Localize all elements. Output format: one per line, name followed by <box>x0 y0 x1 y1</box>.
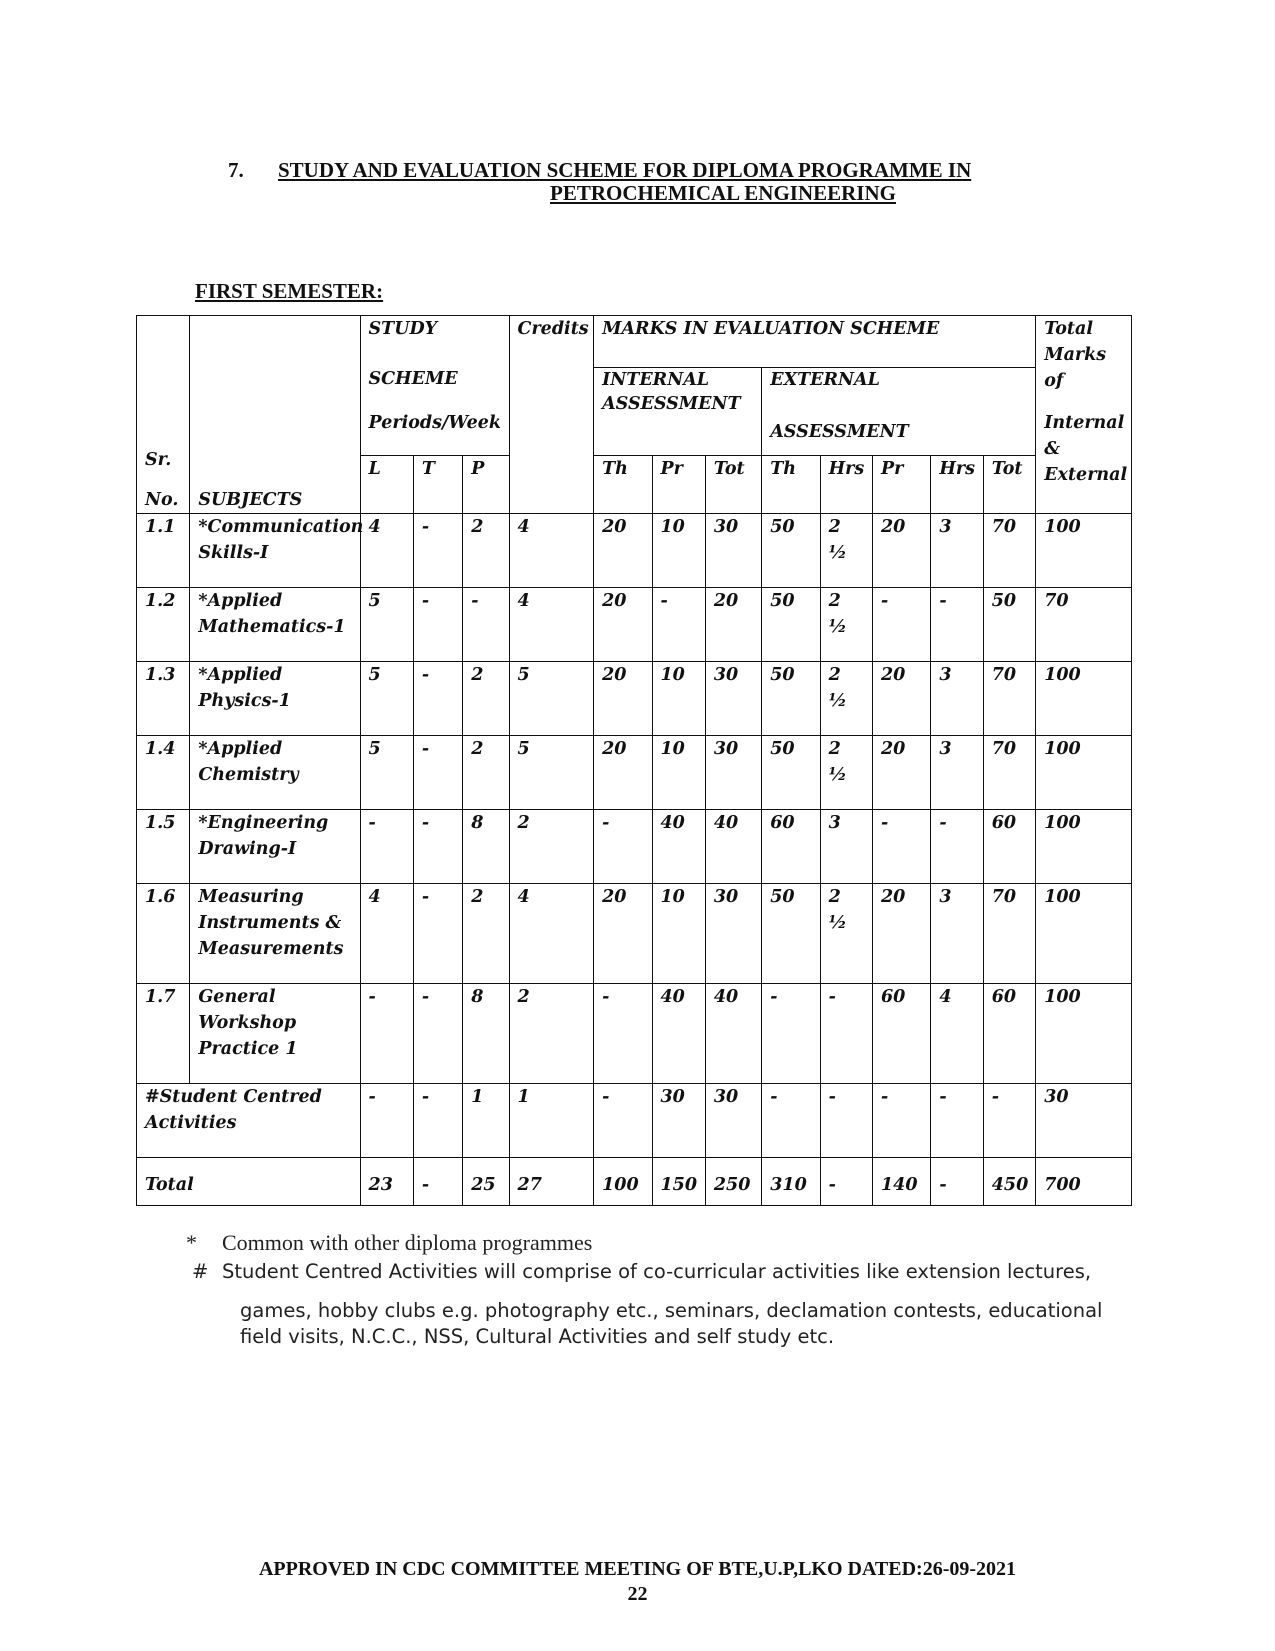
ext-tot-cell: 70 <box>983 514 1035 588</box>
p-cell: 1 <box>463 1084 509 1158</box>
int-tot-cell: 30 <box>705 662 761 736</box>
sub-header-cell: P <box>463 456 509 514</box>
subject-cell: *Communication Skills-I <box>190 514 360 588</box>
ext-pr-cell: - <box>872 1084 930 1158</box>
sr-no-cell: 1.7 <box>137 984 190 1084</box>
totals-row <box>137 1158 1132 1206</box>
int-th-cell: 100 <box>594 1158 652 1206</box>
ext-pr-hrs-cell: - <box>931 588 983 662</box>
external-assessment-header: EXTERNAL ASSESSMENT <box>762 368 1036 456</box>
subject-cell: *Applied Mathematics-1 <box>190 588 360 662</box>
ext-hrs-cell: - <box>820 1084 872 1158</box>
credits-cell: 4 <box>509 588 594 662</box>
int-pr-cell: 40 <box>652 810 705 884</box>
ext-pr-hrs-cell: - <box>931 810 983 884</box>
ext-hrs-cell: - <box>820 984 872 1084</box>
l-cell: - <box>360 1084 413 1158</box>
l-cell: 5 <box>360 588 413 662</box>
t-cell: - <box>413 736 462 810</box>
t-cell: - <box>413 514 462 588</box>
sub-header-cell: Th <box>594 456 652 514</box>
sub-header-cell: Pr <box>872 456 930 514</box>
int-pr-cell: 40 <box>652 984 705 1084</box>
table-row <box>137 514 1132 588</box>
ext-hrs-cell: 2 ½ <box>820 884 872 984</box>
ext-pr-cell: - <box>872 810 930 884</box>
sub-header-cell: Th <box>762 456 820 514</box>
total-label-cell: Total <box>137 1158 361 1206</box>
marks-header: MARKS IN EVALUATION SCHEME <box>594 316 1036 368</box>
total-cell: 100 <box>1036 884 1132 984</box>
l-cell: 23 <box>360 1158 413 1206</box>
int-tot-cell: 20 <box>705 588 761 662</box>
ext-pr-hrs-cell: 3 <box>931 884 983 984</box>
table-row <box>137 736 1132 810</box>
t-cell: - <box>413 662 462 736</box>
ext-hrs-cell: 2 ½ <box>820 588 872 662</box>
ext-hrs-cell: 2 ½ <box>820 662 872 736</box>
sub-header-cell: Hrs <box>820 456 872 514</box>
int-pr-cell: 10 <box>652 884 705 984</box>
int-pr-cell: 10 <box>652 514 705 588</box>
sr-no-cell: 1.5 <box>137 810 190 884</box>
ext-th-cell: 60 <box>762 810 820 884</box>
ext-hrs-cell: 2 ½ <box>820 736 872 810</box>
int-pr-cell: 150 <box>652 1158 705 1206</box>
footnote-hash-mark: # <box>192 1260 209 1283</box>
ext-pr-cell: 140 <box>872 1158 930 1206</box>
table-row <box>137 810 1132 884</box>
int-th-cell: 20 <box>594 662 652 736</box>
ext-tot-cell: 70 <box>983 884 1035 984</box>
int-th-cell: - <box>594 1084 652 1158</box>
ext-pr-cell: 20 <box>872 514 930 588</box>
sr-no-header: Sr. No. <box>137 316 190 514</box>
ext-pr-hrs-cell: 3 <box>931 736 983 810</box>
footnote-continuation-2: field visits, N.C.C., NSS, Cultural Activities and self study etc. <box>240 1325 835 1348</box>
ext-th-cell: 50 <box>762 736 820 810</box>
section-number: 7. <box>228 158 244 182</box>
semester-title: FIRST SEMESTER: <box>195 279 384 303</box>
l-cell: 4 <box>360 514 413 588</box>
sr-no-cell: 1.2 <box>137 588 190 662</box>
l-cell: 4 <box>360 884 413 984</box>
subject-cell: General Workshop Practice 1 <box>190 984 360 1084</box>
subject-cell: Measuring Instruments & Measurements <box>190 884 360 984</box>
int-th-cell: 20 <box>594 736 652 810</box>
ext-th-cell: - <box>762 1084 820 1158</box>
ext-pr-cell: - <box>872 588 930 662</box>
total-cell: 30 <box>1036 1084 1132 1158</box>
ext-th-cell: 50 <box>762 588 820 662</box>
ext-th-cell: 310 <box>762 1158 820 1206</box>
int-pr-cell: - <box>652 588 705 662</box>
t-cell: - <box>413 984 462 1084</box>
t-cell: - <box>413 1084 462 1158</box>
int-tot-cell: 250 <box>705 1158 761 1206</box>
ext-pr-hrs-cell: - <box>931 1158 983 1206</box>
int-tot-cell: 30 <box>705 736 761 810</box>
sub-header-cell: Pr <box>652 456 705 514</box>
p-cell: - <box>463 588 509 662</box>
total-cell: 100 <box>1036 984 1132 1084</box>
ext-pr-cell: 20 <box>872 736 930 810</box>
sr-no-cell: 1.3 <box>137 662 190 736</box>
p-cell: 2 <box>463 662 509 736</box>
int-tot-cell: 40 <box>705 984 761 1084</box>
sr-no-cell: 1.4 <box>137 736 190 810</box>
p-cell: 25 <box>463 1158 509 1206</box>
total-cell: 700 <box>1036 1158 1132 1206</box>
total-cell: 100 <box>1036 662 1132 736</box>
p-cell: 2 <box>463 884 509 984</box>
ext-th-cell: - <box>762 984 820 1084</box>
page-number: 22 <box>627 1583 648 1605</box>
int-tot-cell: 30 <box>705 884 761 984</box>
credits-cell: 2 <box>509 984 594 1084</box>
footnote-common <box>186 1230 592 1256</box>
ext-pr-cell: 60 <box>872 984 930 1084</box>
footnote-star-mark: * <box>186 1230 197 1255</box>
total-cell: 100 <box>1036 736 1132 810</box>
l-cell: - <box>360 984 413 1084</box>
l-cell: 5 <box>360 736 413 810</box>
ext-tot-cell: 70 <box>983 736 1035 810</box>
total-marks-header: Total Marks of Internal & External <box>1036 316 1132 514</box>
ext-tot-cell: 50 <box>983 588 1035 662</box>
sub-header-cell: T <box>413 456 462 514</box>
ext-hrs-cell: - <box>820 1158 872 1206</box>
sub-header-cell: Tot <box>983 456 1035 514</box>
credits-cell: 4 <box>509 884 594 984</box>
ext-tot-cell: 70 <box>983 662 1035 736</box>
footnote-star-text: Common with other diploma programmes <box>222 1230 593 1255</box>
footnote-sca <box>186 1259 1091 1285</box>
ext-tot-cell: - <box>983 1084 1035 1158</box>
total-cell: 100 <box>1036 514 1132 588</box>
subject-cell: *Applied Physics-1 <box>190 662 360 736</box>
total-cell: 100 <box>1036 810 1132 884</box>
heading-line-1: STUDY AND EVALUATION SCHEME FOR DIPLOMA PROGRAMME IN <box>278 158 972 182</box>
ext-tot-cell: 450 <box>983 1158 1035 1206</box>
sr-no-cell: 1.1 <box>137 514 190 588</box>
sub-header-cell: Tot <box>705 456 761 514</box>
table-row <box>137 662 1132 736</box>
int-pr-cell: 10 <box>652 662 705 736</box>
sub-header-cell: Hrs <box>931 456 983 514</box>
int-th-cell: - <box>594 984 652 1084</box>
sca-row <box>137 1084 1132 1158</box>
t-cell: - <box>413 588 462 662</box>
table-row <box>137 588 1132 662</box>
ext-hrs-cell: 3 <box>820 810 872 884</box>
ext-tot-cell: 60 <box>983 984 1035 1084</box>
l-cell: 5 <box>360 662 413 736</box>
credits-cell: 4 <box>509 514 594 588</box>
credits-cell: 5 <box>509 736 594 810</box>
ext-pr-cell: 20 <box>872 662 930 736</box>
ext-pr-hrs-cell: 3 <box>931 514 983 588</box>
int-th-cell: 20 <box>594 884 652 984</box>
sca-label-cell: #Student Centred Activities <box>137 1084 361 1158</box>
table-row <box>137 884 1132 984</box>
ext-pr-hrs-cell: 3 <box>931 662 983 736</box>
total-cell: 70 <box>1036 588 1132 662</box>
int-pr-cell: 10 <box>652 736 705 810</box>
ext-th-cell: 50 <box>762 884 820 984</box>
ext-tot-cell: 60 <box>983 810 1035 884</box>
evaluation-scheme-table <box>136 315 1132 1206</box>
ext-th-cell: 50 <box>762 514 820 588</box>
footnote-continuation-1: games, hobby clubs e.g. photography etc., seminars, declamation contests, educational <box>240 1299 1103 1322</box>
subject-cell: *Engineering Drawing-I <box>190 810 360 884</box>
p-cell: 8 <box>463 984 509 1084</box>
p-cell: 2 <box>463 514 509 588</box>
t-cell: - <box>413 1158 462 1206</box>
t-cell: - <box>413 810 462 884</box>
credits-cell: 1 <box>509 1084 594 1158</box>
p-cell: 2 <box>463 736 509 810</box>
study-scheme-header: STUDY SCHEME Periods/Week <box>360 316 509 456</box>
internal-assessment-header: INTERNAL ASSESSMENT <box>594 368 762 456</box>
int-th-cell: 20 <box>594 588 652 662</box>
ext-hrs-cell: 2 ½ <box>820 514 872 588</box>
int-th-cell: 20 <box>594 514 652 588</box>
footnote-hash-text: Student Centred Activities will comprise of co-curricular activities like extension lectures, <box>222 1260 1092 1283</box>
credits-cell: 2 <box>509 810 594 884</box>
t-cell: - <box>413 884 462 984</box>
sub-header-cell: L <box>360 456 413 514</box>
approval-line: APPROVED IN CDC COMMITTEE MEETING OF BTE,U.P,LKO DATED:26-09-2021 <box>258 1558 1017 1580</box>
ext-th-cell: 50 <box>762 662 820 736</box>
l-cell: - <box>360 810 413 884</box>
ext-pr-cell: 20 <box>872 884 930 984</box>
heading-line-2: PETROCHEMICAL ENGINEERING <box>550 181 896 205</box>
int-tot-cell: 40 <box>705 810 761 884</box>
int-th-cell: - <box>594 810 652 884</box>
subject-cell: *Applied Chemistry <box>190 736 360 810</box>
int-tot-cell: 30 <box>705 514 761 588</box>
ext-pr-hrs-cell: 4 <box>931 984 983 1084</box>
ext-pr-hrs-cell: - <box>931 1084 983 1158</box>
credits-header: Credits <box>509 316 594 514</box>
credits-cell: 27 <box>509 1158 594 1206</box>
credits-cell: 5 <box>509 662 594 736</box>
p-cell: 8 <box>463 810 509 884</box>
sr-no-cell: 1.6 <box>137 884 190 984</box>
int-tot-cell: 30 <box>705 1084 761 1158</box>
table-row <box>137 984 1132 1084</box>
int-pr-cell: 30 <box>652 1084 705 1158</box>
subjects-header: SUBJECTS <box>190 316 360 514</box>
